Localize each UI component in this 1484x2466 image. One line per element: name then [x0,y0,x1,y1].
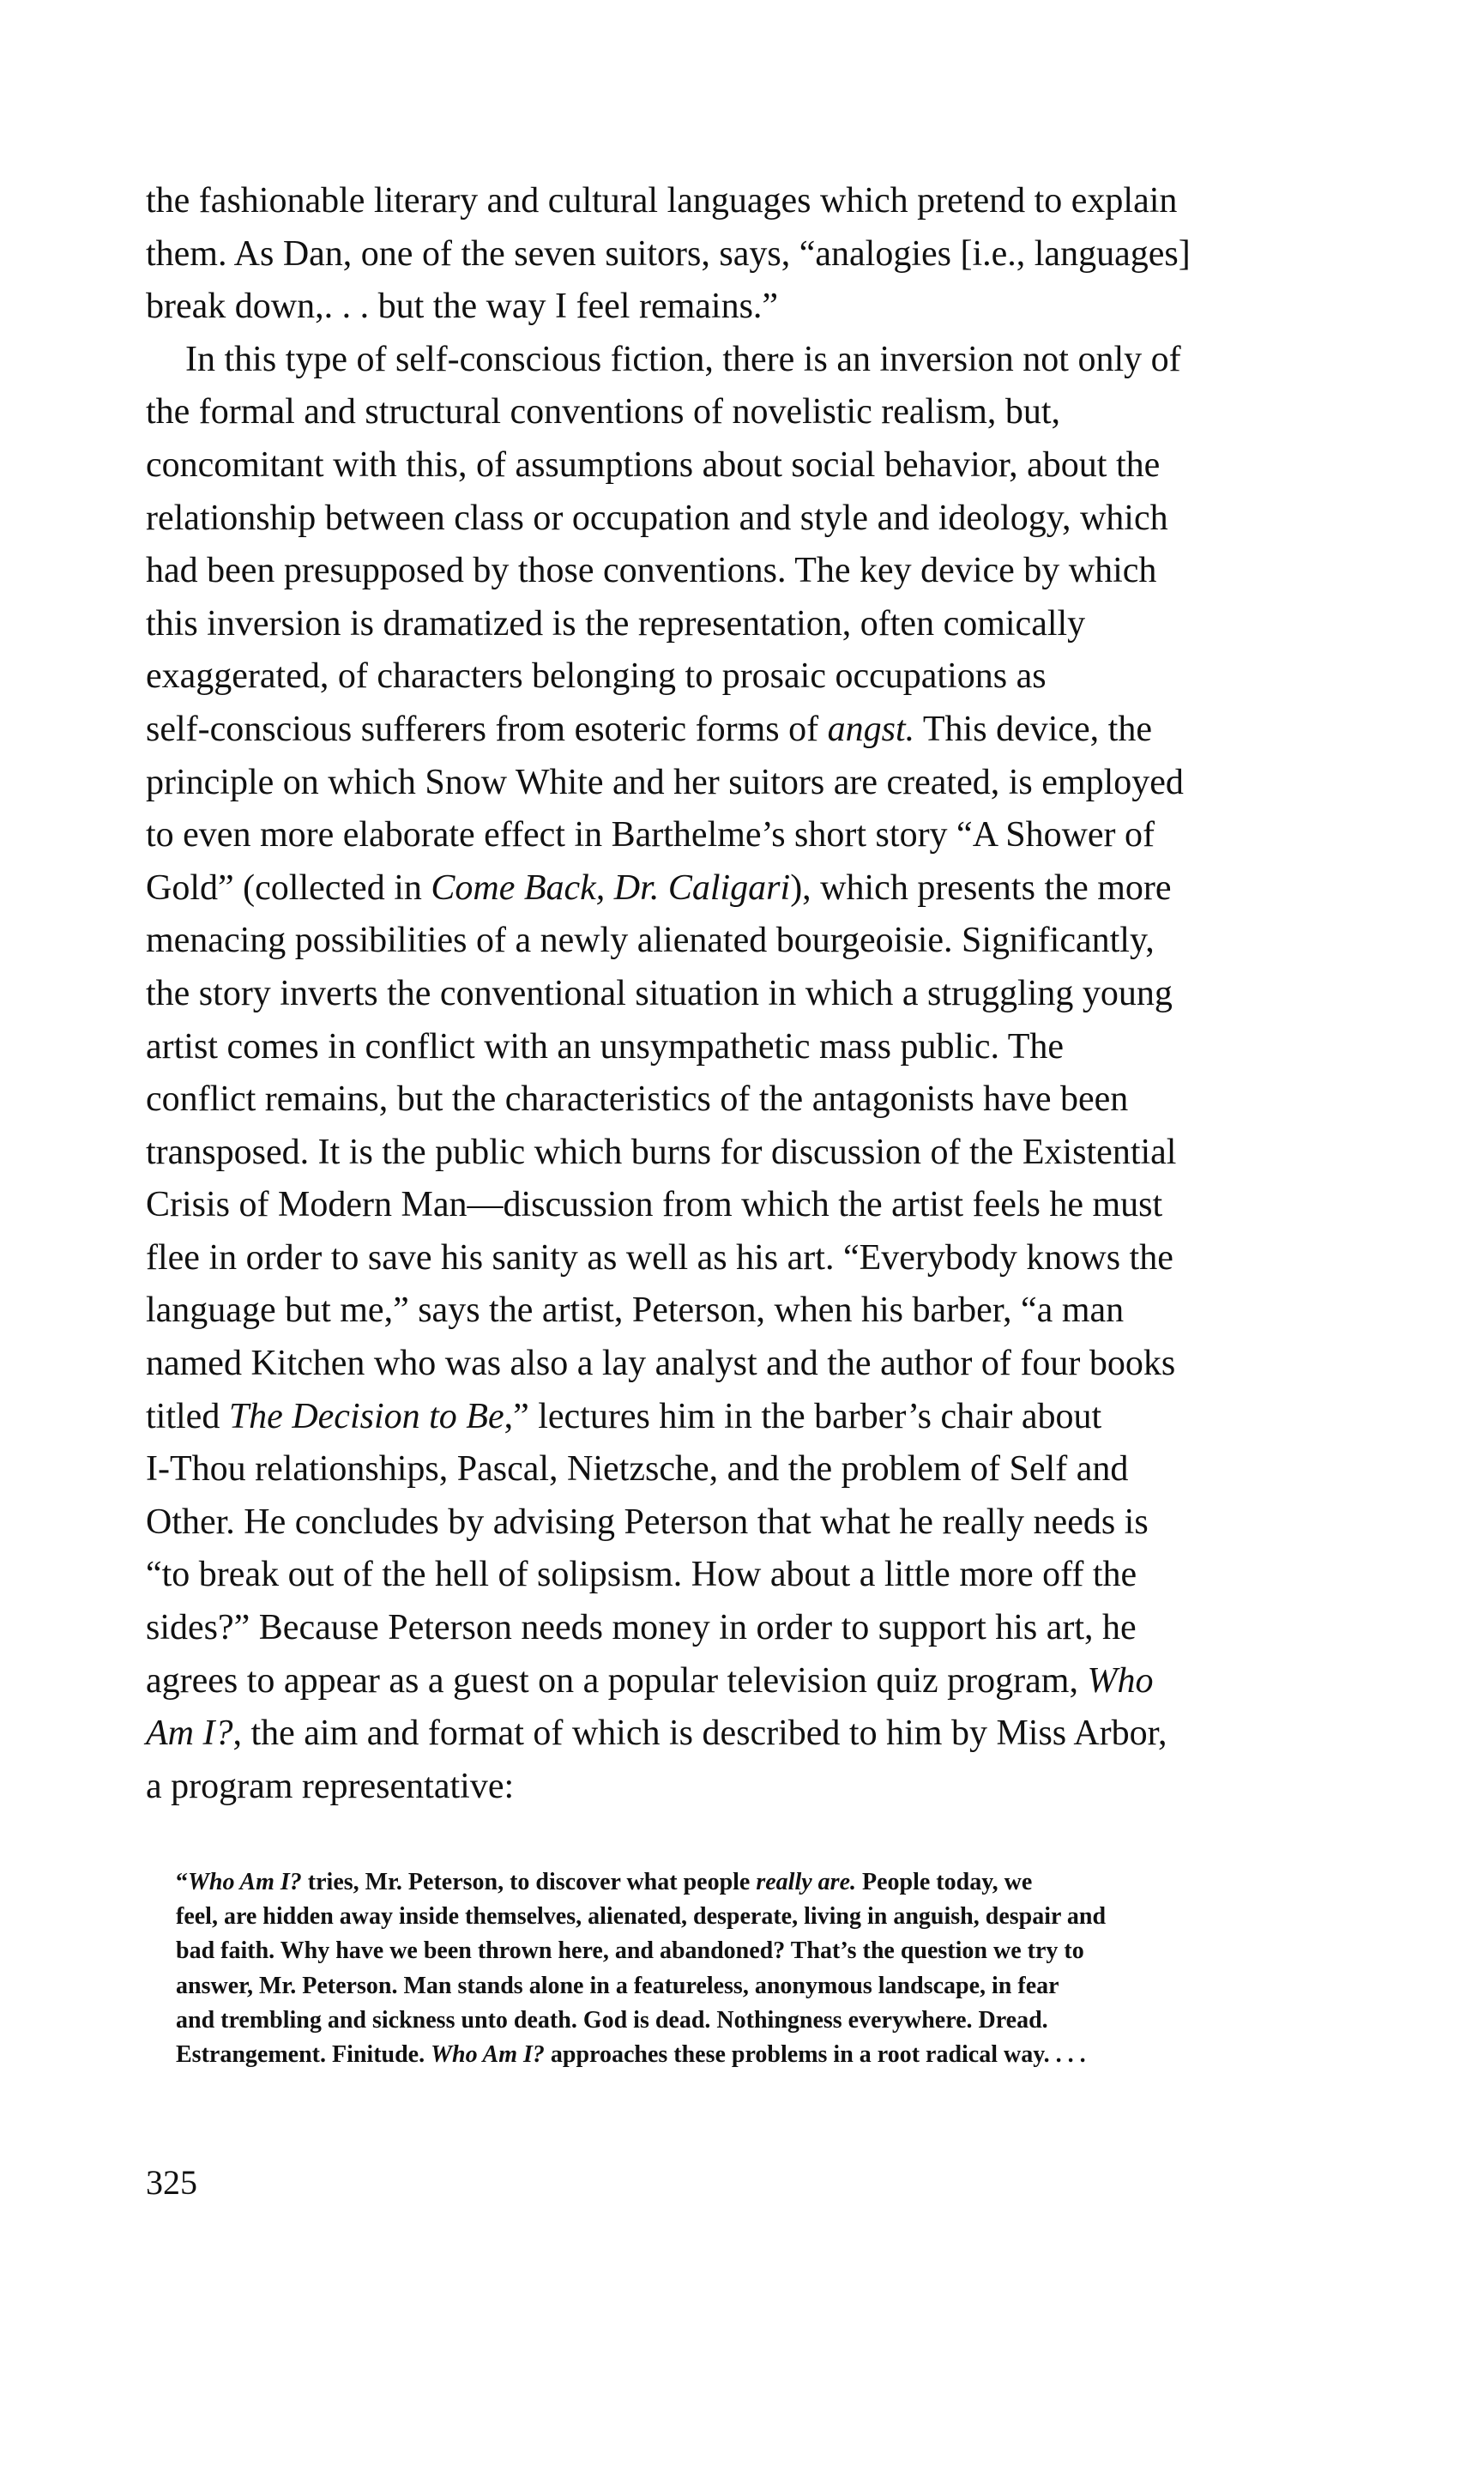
quote-segment: approaches these problems in a root radical way. . . . [544,2041,1086,2069]
text-segment: , the aim and format of which is described to him by Miss Arbor, [232,1714,1167,1754]
text-line: Crisis of Modern Man—discussion from which the artist feels he must [146,1185,1163,1225]
italic-title: Who Am I? [188,1869,302,1895]
text-segment: titled [146,1396,229,1436]
quote-segment: People today, we [856,1869,1033,1895]
text-segment: agrees to appear as a guest on a popular television quiz program, [146,1660,1088,1701]
text-line: Other. He concludes by advising Peterson that what he really needs is [146,1502,1149,1542]
body-paragraphs [146,175,1364,1813]
quote-line [176,2038,1355,2072]
text-line [146,1707,1364,1761]
paragraph-start-line: In this type of self-conscious fiction, there is an inversion not only of [185,339,1181,379]
quote-line: answer, Mr. Peterson. Man stands alone in a featureless, anonymous landscape, in fear [176,1972,1059,1999]
text-line: language but me,” says the artist, Peterson, when his barber, “a man [146,1290,1125,1331]
quote-segment: Estrangement. Finitude. [176,2041,431,2069]
text-line: had been presupposed by those conventions. The key device by which [146,551,1157,591]
text-line: this inversion is dramatized is the representation, often comically [146,603,1086,644]
italic-title: Who [1087,1660,1154,1701]
text-line [146,1655,1364,1708]
text-line [146,1391,1364,1444]
italic-phrase: really are. [756,1869,856,1895]
quote-line: feel, are hidden away inside themselves, alienated, desperate, living in anguish, despair and [176,1903,1107,1931]
text-line: transposed. It is the public which burns for discussion of the Existential [146,1132,1177,1172]
text-line: conflict remains, but the characteristics of the antagonists have been [146,1079,1129,1120]
quote-line: bad faith. Why have we been thrown here, and abandoned? That’s the question we try to [176,1937,1084,1965]
text-line: flee in order to save his sanity as well as his art. “Everybody knows the [146,1237,1173,1278]
text-line: named Kitchen who was also a lay analyst and the author of four books [146,1344,1176,1384]
text-segment: self-conscious sufferers from esoteric forms of [146,709,828,749]
text-line: the formal and structural conventions of novelistic realism, but, [146,392,1061,432]
quote-segment: tries, Mr. Peterson, to discover what people [301,1869,757,1895]
text-line: the story inverts the conventional situation in which a struggling young [146,973,1173,1013]
text-line: break down,. . . but the way I feel remains.” [146,287,779,327]
text-line: I-Thou relationships, Pascal, Nietzsche, and the problem of Self and [146,1449,1129,1490]
text-line: sides?” Because Peterson needs money in order to support his art, he [146,1608,1137,1648]
text-line: “to break out of the hell of solipsism. How about a little more off the [146,1555,1137,1595]
text-line [146,862,1364,916]
text-line [146,704,1364,757]
italic-title: Am I? [146,1714,233,1754]
text-segment: ), which presents the more [790,867,1172,908]
text-line: artist comes in conflict with an unsympathetic mass public. The [146,1026,1064,1067]
italic-title: Who Am I? [431,2041,545,2069]
text-line: a program representative: [146,1766,515,1806]
text-line: principle on which Snow White and her suitors are created, is employed [146,762,1184,802]
text-segment: This device, the [914,709,1152,749]
italic-title: The Decision to Be [228,1396,504,1436]
text-line: relationship between class or occupation and style and ideology, which [146,498,1168,538]
quote-line [176,1865,1355,1900]
italic-term: angst. [827,709,915,749]
text-line: concomitant with this, of assumptions about social behavior, about the [146,444,1161,485]
quote-segment: “ [176,1869,188,1895]
quote-line: and trembling and sickness unto death. God is dead. Nothingness everywhere. Dread. [176,2006,1048,2034]
italic-title: Come Back, Dr. Caligari [431,867,791,908]
text-line: to even more elaborate effect in Barthelme’s short story “A Shower of [146,815,1155,855]
page-number: 325 [146,2163,197,2202]
text-line: them. As Dan, one of the seven suitors, says, “analogies [i.e., languages] [146,233,1191,274]
text-line: menacing possibilities of a newly alienated bourgeoisie. Significantly, [146,921,1155,961]
text-line: the fashionable literary and cultural languages which pretend to explain [146,181,1178,221]
text-segment: Gold” (collected in [146,867,431,908]
text-line: exaggerated, of characters belonging to prosaic occupations as [146,656,1047,697]
block-quote [176,1865,1355,2072]
text-segment: ,” lectures him in the barber’s chair about [504,1396,1102,1436]
